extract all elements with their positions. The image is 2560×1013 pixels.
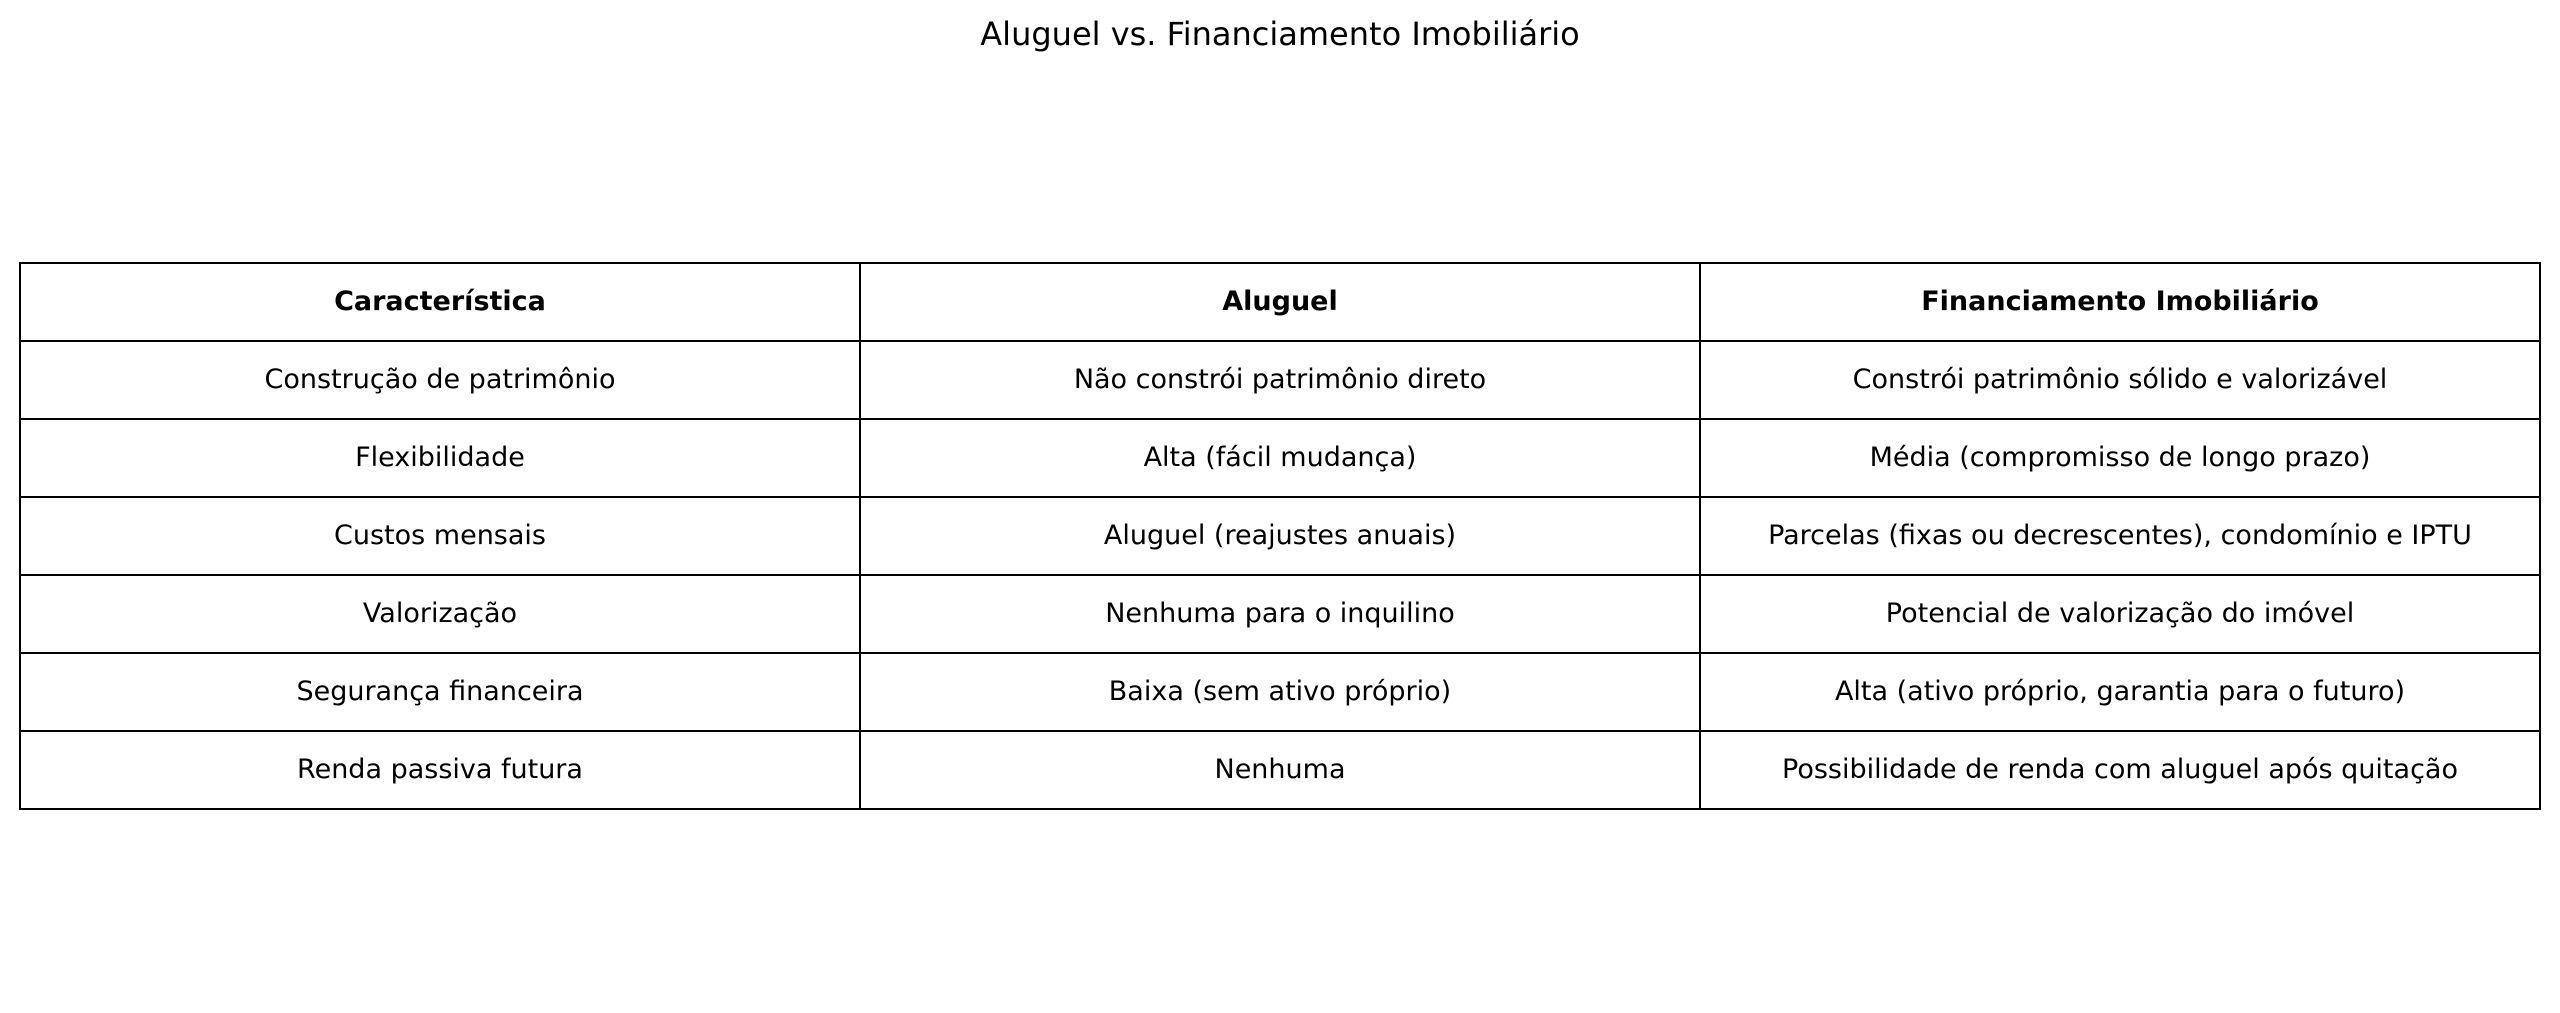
table-cell: Renda passiva futura <box>20 731 860 809</box>
table-row <box>20 341 2540 419</box>
table-cell: Média (compromisso de longo prazo) <box>1700 419 2540 497</box>
table-header-row <box>20 263 2540 341</box>
table-cell: Alta (fácil mudança) <box>860 419 1700 497</box>
table-cell: Valorização <box>20 575 860 653</box>
table-cell: Nenhuma para o inquilino <box>860 575 1700 653</box>
table-row <box>20 653 2540 731</box>
chart-title: Aluguel vs. Financiamento Imobiliário <box>980 15 1580 53</box>
header-financiamento: Financiamento Imobiliário <box>1700 263 2540 341</box>
table-cell: Parcelas (fixas ou decrescentes), condomínio e IPTU <box>1700 497 2540 575</box>
table-cell: Baixa (sem ativo próprio) <box>860 653 1700 731</box>
table-cell: Flexibilidade <box>20 419 860 497</box>
table-cell: Constrói patrimônio sólido e valorizável <box>1700 341 2540 419</box>
table-row <box>20 575 2540 653</box>
comparison-table <box>19 262 2541 810</box>
table-cell: Nenhuma <box>860 731 1700 809</box>
table-cell: Potencial de valorização do imóvel <box>1700 575 2540 653</box>
table-cell: Possibilidade de renda com aluguel após quitação <box>1700 731 2540 809</box>
table-row <box>20 497 2540 575</box>
table-cell: Construção de patrimônio <box>20 341 860 419</box>
table-cell: Não constrói patrimônio direto <box>860 341 1700 419</box>
table-cell: Aluguel (reajustes anuais) <box>860 497 1700 575</box>
table-cell: Segurança financeira <box>20 653 860 731</box>
header-caracteristica: Característica <box>20 263 860 341</box>
table-cell: Alta (ativo próprio, garantia para o futuro) <box>1700 653 2540 731</box>
table-row <box>20 731 2540 809</box>
table-row <box>20 419 2540 497</box>
table-cell: Custos mensais <box>20 497 860 575</box>
header-aluguel: Aluguel <box>860 263 1700 341</box>
